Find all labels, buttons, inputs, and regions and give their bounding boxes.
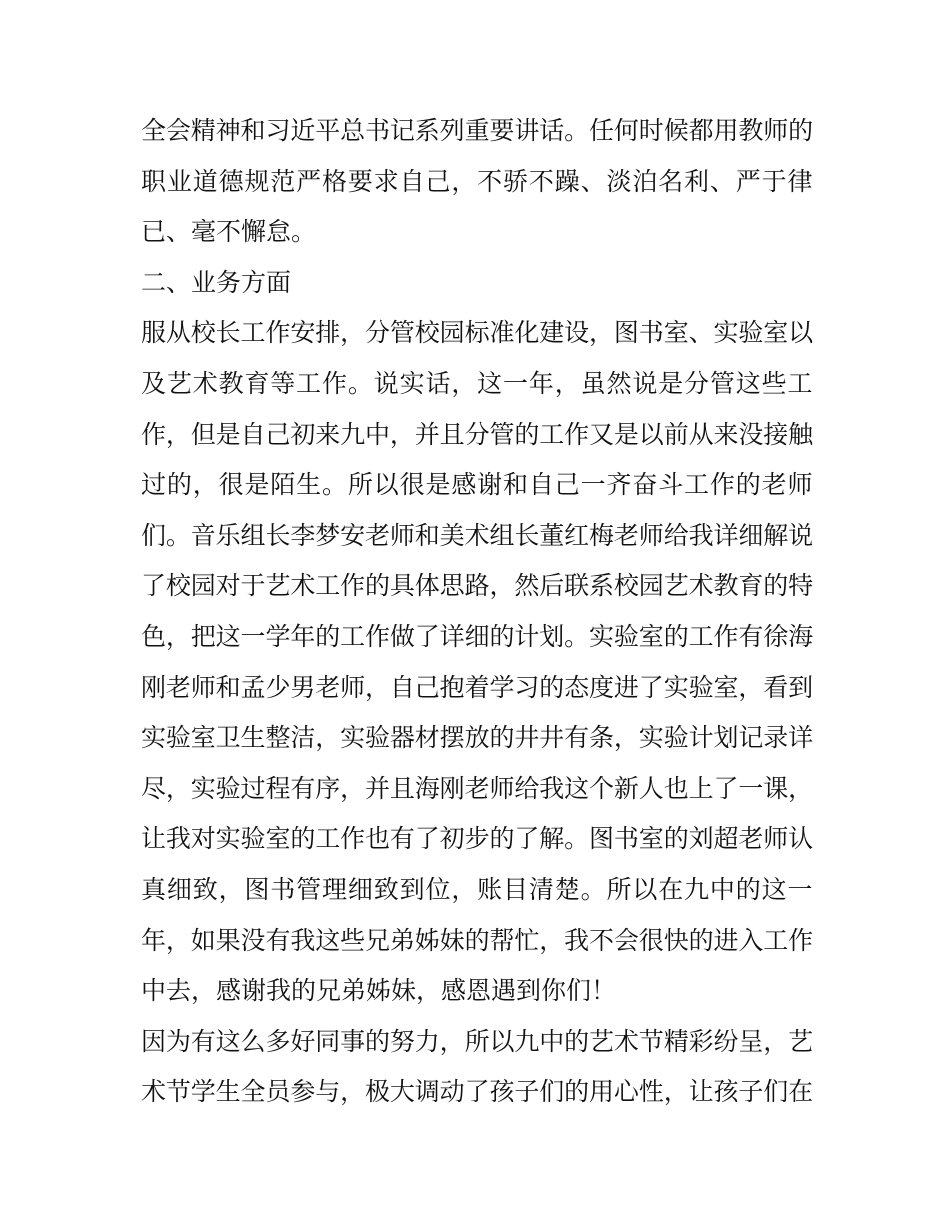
text-line: 服从校长工作安排，分管校园标准化建设，图书室、实验室以 — [141, 318, 814, 348]
text-line: 及艺术教育等工作。说实话，这一年，虽然说是分管这些工 — [141, 368, 814, 398]
text-line: 中去，感谢我的兄弟姊妹，感恩遇到你们！ — [141, 976, 617, 1006]
text-line: 因为有这么多好同事的努力，所以九中的艺术节精彩纷呈，艺 — [141, 1026, 814, 1056]
text-line: 过的，很是陌生。所以很是感谢和自己一齐奋斗工作的老师 — [141, 470, 814, 500]
text-line: 职业道德规范严格要求自己，不骄不躁、淡泊名利、严于律 — [141, 166, 814, 196]
text-line: 让我对实验室的工作也有了初步的了解。图书室的刘超老师认 — [141, 824, 814, 854]
text-line: 尽，实验过程有序，并且海刚老师给我这个新人也上了一课， — [141, 773, 814, 803]
text-line: 实验室卫生整洁，实验器材摆放的井井有条，实验计划记录详 — [141, 723, 814, 753]
text-line: 们。音乐组长李梦安老师和美术组长董红梅老师给我详细解说 — [141, 520, 814, 550]
text-line: 色，把这一学年的工作做了详细的计划。实验室的工作有徐海 — [141, 621, 814, 651]
text-line: 全会精神和习近平总书记系列重要讲话。任何时候都用教师的 — [141, 116, 814, 145]
text-line: 刚老师和孟少男老师，自己抱着学习的态度进了实验室，看到 — [141, 672, 814, 702]
body-text — [141, 106, 813, 1118]
text-line: 了校园对于艺术工作的具体思路，然后联系校园艺术教育的特 — [141, 571, 814, 601]
text-line: 年，如果没有我这些兄弟姊妹的帮忙，我不会很快的进入工作 — [141, 925, 814, 955]
text-line: 真细致，图书管理细致到位，账目清楚。所以在九中的这一 — [141, 874, 814, 904]
text-line: 术节学生全员参与，极大调动了孩子们的用心性，让孩子们在 — [141, 1077, 814, 1107]
text-line: 作，但是自己初来九中，并且分管的工作又是以前从来没接触 — [141, 419, 814, 449]
section-heading: 二、业务方面 — [141, 267, 292, 297]
text-line: 已、毫不懈怠。 — [141, 217, 317, 247]
